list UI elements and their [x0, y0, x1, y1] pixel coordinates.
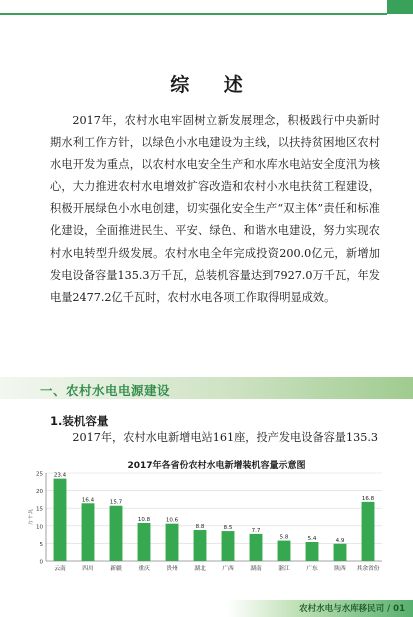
- data-label: 5.8: [279, 534, 289, 541]
- y-tick-label: 15: [36, 506, 43, 513]
- footer-text: 农村水电与水库移民司 / 01: [299, 604, 405, 614]
- data-label: 5.4: [307, 535, 317, 542]
- category-label: 广东: [306, 566, 318, 572]
- data-label: 10.8: [137, 516, 151, 523]
- bar: [194, 530, 207, 561]
- y-tick-label: 0: [39, 559, 43, 566]
- data-label: 16.4: [81, 497, 95, 504]
- category-label: 云南: [54, 566, 66, 572]
- data-label: 23.4: [53, 472, 67, 479]
- subsection-paragraph: 2017年，农村水电新增电站161座，投产发电设备容量135.3: [72, 431, 378, 444]
- bar: [110, 506, 123, 561]
- top-bar-accent: [387, 0, 413, 14]
- section-title: 一、农村水电电源建设: [40, 383, 171, 398]
- bar: [278, 541, 291, 561]
- data-label: 4.9: [335, 537, 345, 544]
- data-label: 8.8: [195, 524, 205, 531]
- bar: [166, 524, 179, 561]
- bar: [82, 503, 95, 561]
- bar: [306, 542, 319, 561]
- data-label: 15.7: [109, 499, 123, 506]
- bar: [54, 479, 67, 561]
- bar: [138, 523, 151, 561]
- data-label: 10.6: [165, 517, 179, 524]
- bar: [222, 531, 235, 561]
- y-tick-label: 5: [39, 541, 43, 548]
- category-label: 陕西: [334, 566, 346, 572]
- category-label: 广西: [222, 566, 234, 572]
- y-tick-label: 25: [36, 471, 43, 478]
- y-tick-label: 20: [36, 489, 43, 496]
- bar: [334, 544, 347, 561]
- category-label: 湖北: [194, 566, 206, 572]
- category-label: 其余省份: [356, 566, 380, 572]
- subsection-heading: 1.装机容量: [50, 414, 109, 428]
- chart-svg: [28, 467, 388, 587]
- data-label: 8.5: [223, 525, 233, 532]
- y-tick-label: 10: [36, 524, 43, 531]
- bar: [250, 534, 263, 561]
- page-title: 综 述: [170, 74, 257, 96]
- summary-paragraph: 2017年，农村水电牢固树立新发展理念，积极践行中央新时期水利工作方针，以绿色小水电建设为主线，以扶持贫困地区农村水电开发为重点，以农村水电安全生产和水库水电站安全度汛为核心，大力推进农村水电增效扩容改造和农村小水电扶贫工程建设，积极开展绿色小水电创建，切实强化安全生产“双主体”责任和标准化建设，全面推进民生、平安、绿色、和谐水电建设，努力实现农村水电转型升级发展。农村水电全年完成投资200.0亿元，新增加发电设备容量135.3万千瓦，总装机容量达到7927.0万千瓦，年发电量2477.2亿千瓦时，农村水电各项工作取得明显成效。: [50, 114, 380, 304]
- category-label: 四川: [82, 566, 94, 572]
- data-label: 16.8: [361, 495, 375, 502]
- chart-title: 2017年各省份农村水电新增装机容量示意图: [127, 461, 306, 471]
- category-label: 新疆: [110, 566, 122, 572]
- category-label: 湖南: [250, 566, 262, 572]
- category-label: 重庆: [138, 566, 150, 572]
- category-label: 贵州: [166, 566, 178, 572]
- y-axis-label: 万千瓦: [28, 508, 34, 526]
- bar-chart: [28, 467, 388, 587]
- top-rule: [0, 13, 387, 15]
- data-label: 7.7: [251, 527, 261, 534]
- category-label: 浙江: [278, 566, 290, 572]
- top-bar: [0, 0, 413, 14]
- bar: [362, 502, 375, 561]
